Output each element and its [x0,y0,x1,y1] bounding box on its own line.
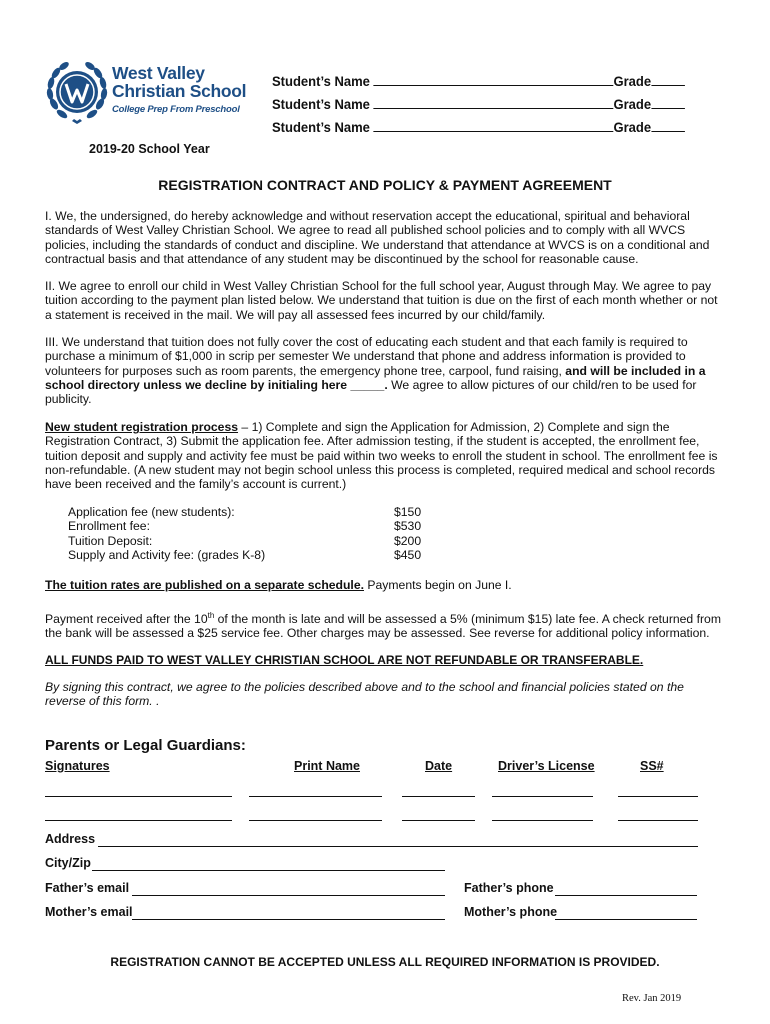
grade-field[interactable] [651,84,684,86]
drivers-license-field[interactable] [492,820,593,821]
required-info-warning: REGISTRATION CANNOT BE ACCEPTED UNLESS ALL REQUIRED INFORMATION IS PROVIDED. [110,955,660,969]
fee-list [68,505,424,562]
signature-field[interactable] [45,820,232,821]
student-name-label: Student’s Name [272,73,370,89]
paragraph-acknowledgement: I. We, the undersigned, do hereby acknowledge and without reservation accept the educational, spiritual and behavioral standards of West Valley Christian School. We agree to read all published school policies and to comply with all WVCS policies, including the standards of conduct and discipline. We understand that attendance at WVCS is on a conditional and contractual basis and that attendance of any student may be discontinued by the school for reasonable cause. [45,209,710,266]
father-phone-field[interactable] [555,895,697,896]
paragraph-enrollment: II. We agree to enroll our child in West Valley Christian School for the full school year, August through May. We agree to pay tuition according to the payment plan listed below. We understand that tuition is due on the first of each month whether or not a statement is received in the mail. We will pay all assessed fees incurred by our child/family. [45,279,718,322]
wreath-crest-icon [44,58,110,128]
signature-field[interactable] [45,796,232,797]
directory-opt-out-initial[interactable]: and will be included in a school directory unless we decline by initialing here _____. [45,363,706,392]
grade-label: Grade [613,96,652,112]
fee-row: Supply and Activity fee: (grades K-8) $450 [68,547,422,562]
fee-row: Enrollment fee: $530 [68,519,422,534]
student-name-field[interactable] [374,84,614,86]
student-name-label: Student’s Name [272,119,370,135]
refund-notice: ALL FUNDS PAID TO WEST VALLEY CHRISTIAN SCHOOL ARE NOT REFUNDABLE OR TRANSFERABLE. [45,653,644,667]
mother-email-field[interactable] [132,919,445,920]
revision-note: Rev. Jan 2019 [622,993,682,1004]
paragraph-late-fees: Payment received after the 10th of the month is late and will be assessed a 5% (minimum $15) late fee. A check returned from the bank will be assessed a $25 service fee. Other charges may be assessed. See reverse for additional policy information. [45,611,721,641]
print-name-field[interactable] [249,820,382,821]
grade-label: Grade [613,119,652,135]
mother-phone-label: Mother’s phone [464,905,558,919]
school-logo [44,58,254,128]
grade-field[interactable] [651,107,684,109]
signing-note: By signing this contract, we agree to the policies described above and to the school and financial policies stated on the reverse of this form. . [45,680,684,709]
mother-phone-field[interactable] [555,919,697,920]
school-year: 2019-20 School Year [89,142,210,156]
paragraph-tuition-scrip: III. We understand that tuition does not fully cover the cost of educating each student and that each family is required to purchase a minimum of $1,000 in scrip per semester We understand that phone and address information is provided to volunteers for purposes such as room parents, the emergency phone tree, carpool, fund raising, and will be included in a school directory unless we decline by initialing here _____. We agree to allow pictures of our child/ren to be used for publicity. [45,335,706,407]
city-zip-field[interactable] [92,870,445,871]
column-print-name: Print Name [294,759,360,773]
date-field[interactable] [402,796,475,797]
new-student-heading: New student registration process [45,420,239,434]
city-zip-label: City/Zip [45,856,91,870]
fee-row: Application fee (new students): $150 [68,505,422,519]
student-name-field[interactable] [374,107,614,109]
column-drivers-license: Driver’s License [498,759,595,773]
school-name: West Valley Christian School [112,63,247,101]
mother-email-label: Mother’s email [45,905,133,919]
print-name-field[interactable] [249,796,382,797]
school-tagline: College Prep From Preschool [112,104,240,115]
column-date: Date [425,759,453,773]
father-email-label: Father’s email [45,881,130,895]
student-name-row-2 [272,96,685,112]
column-signatures: Signatures [45,759,110,773]
student-name-row-3 [272,119,685,135]
student-name-row-1 [272,73,685,89]
ssn-field[interactable] [618,820,698,821]
date-field[interactable] [402,820,475,821]
drivers-license-field[interactable] [492,796,593,797]
student-name-label: Student’s Name [272,96,370,112]
fee-row: Tuition Deposit: $200 [68,533,422,548]
document-title: REGISTRATION CONTRACT AND POLICY & PAYMENT AGREEMENT [158,177,612,193]
guardians-heading: Parents or Legal Guardians: [45,737,246,754]
paragraph-new-student-process: New student registration process – 1) Complete and sign the Application for Admission, 2) Complete and sign the Registration Contract, 3) Submit the application fee. After admission testing, if the student is accepted, the enrollment fee, tuition deposit and supply and activity fee must be paid within two weeks to enroll the student in school. The enrollment fee is non-refundable. (A new student may not begin school unless this process is completed, required medical and school records have been received and the family’s account is current.) [45,420,718,492]
grade-field[interactable] [651,130,684,132]
student-name-field[interactable] [374,130,614,132]
address-label: Address [45,832,96,846]
column-ssn: SS# [640,759,664,773]
paragraph-tuition-rates: The tuition rates are published on a separate schedule. Payments begin on June I. [45,578,512,592]
ssn-field[interactable] [618,796,698,797]
address-field[interactable] [98,846,698,847]
grade-label: Grade [613,73,652,89]
father-email-field[interactable] [132,895,445,896]
father-phone-label: Father’s phone [464,881,554,895]
